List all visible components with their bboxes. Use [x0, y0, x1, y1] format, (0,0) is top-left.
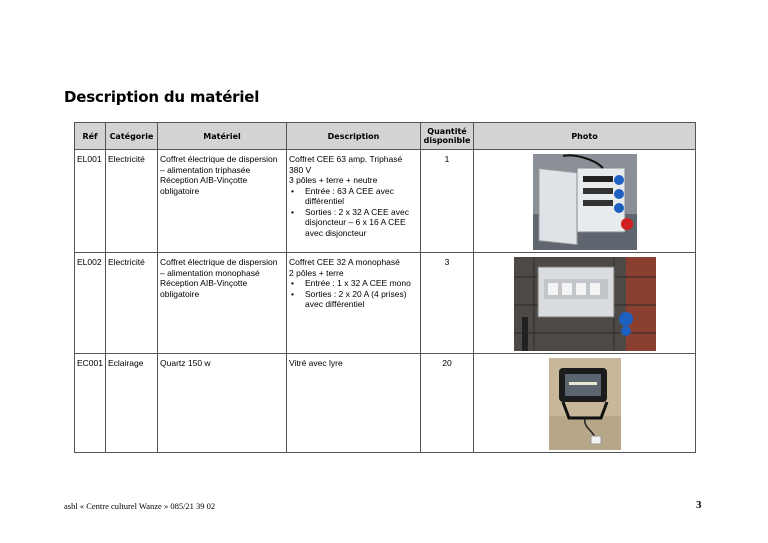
page-number: 3	[696, 499, 702, 511]
header-quantite-line1: Quantité	[427, 127, 467, 136]
equipment-table	[74, 122, 696, 453]
description-line: Coffret CEE 32 A monophasé	[289, 257, 400, 267]
cell-categorie: Eclairage	[106, 354, 158, 453]
table-row	[75, 354, 696, 453]
header-quantite	[421, 123, 474, 150]
cell-photo	[474, 354, 696, 453]
description-bullet: • Entrée : 63 A CEE avec différentiel	[289, 186, 418, 207]
cell-description	[287, 354, 421, 453]
materiel-line: Quartz 150 w	[160, 358, 211, 368]
cell-quantite: 1	[421, 150, 474, 253]
materiel-line: Coffret électrique de dispersion – alimentation monophasé	[160, 257, 278, 278]
table-row	[75, 253, 696, 354]
cell-ref: EL001	[75, 150, 106, 253]
cell-photo	[474, 253, 696, 354]
cell-photo	[474, 150, 696, 253]
description-line: Coffret CEE 63 amp. Triphasé	[289, 154, 403, 164]
description-bullet: • Sorties : 2 x 20 A (4 prises) avec différentiel	[289, 289, 418, 310]
description-bullet: • Sorties : 2 x 32 A CEE avec disjoncteur – 6 x 16 A CEE avec disjoncteur	[289, 207, 418, 239]
table-header-row	[75, 123, 696, 150]
header-ref: Réf	[75, 123, 106, 150]
cell-ref: EC001	[75, 354, 106, 453]
cell-description	[287, 150, 421, 253]
cell-ref: EL002	[75, 253, 106, 354]
header-photo: Photo	[474, 123, 696, 150]
electrical-box-photo	[514, 257, 656, 351]
electrical-cabinet-photo	[533, 154, 637, 250]
footer-text: asbl « Centre culturel Wanze » 085/21 39 02	[64, 501, 216, 511]
cell-categorie: Electricité	[106, 253, 158, 354]
header-quantite-line2: disponible	[423, 136, 471, 145]
cell-materiel	[158, 354, 287, 453]
header-description: Description	[287, 123, 421, 150]
cell-materiel	[158, 150, 287, 253]
materiel-line: Réception AIB-Vinçotte obligatoire	[160, 175, 248, 196]
description-line: 3 pôles + terre + neutre	[289, 175, 378, 185]
description-line: 380 V	[289, 164, 312, 175]
description-line: 2 pôles + terre	[289, 267, 344, 278]
materiel-line: Coffret électrique de dispersion – alimentation triphasée	[160, 154, 278, 175]
table-row	[75, 150, 696, 253]
cell-quantite: 20	[421, 354, 474, 453]
page-title: Description du matériel	[64, 88, 260, 106]
quartz-lamp-photo	[549, 358, 621, 450]
cell-categorie: Electricité	[106, 150, 158, 253]
description-bullet: • Entrée : 1 x 32 A CEE mono	[289, 278, 418, 289]
cell-description	[287, 253, 421, 354]
materiel-line: Réception AIB-Vinçotte obligatoire	[160, 278, 248, 299]
cell-materiel	[158, 253, 287, 354]
header-categorie: Catégorie	[106, 123, 158, 150]
cell-quantite: 3	[421, 253, 474, 354]
description-line: Vitré avec lyre	[289, 358, 343, 368]
header-materiel: Matériel	[158, 123, 287, 150]
